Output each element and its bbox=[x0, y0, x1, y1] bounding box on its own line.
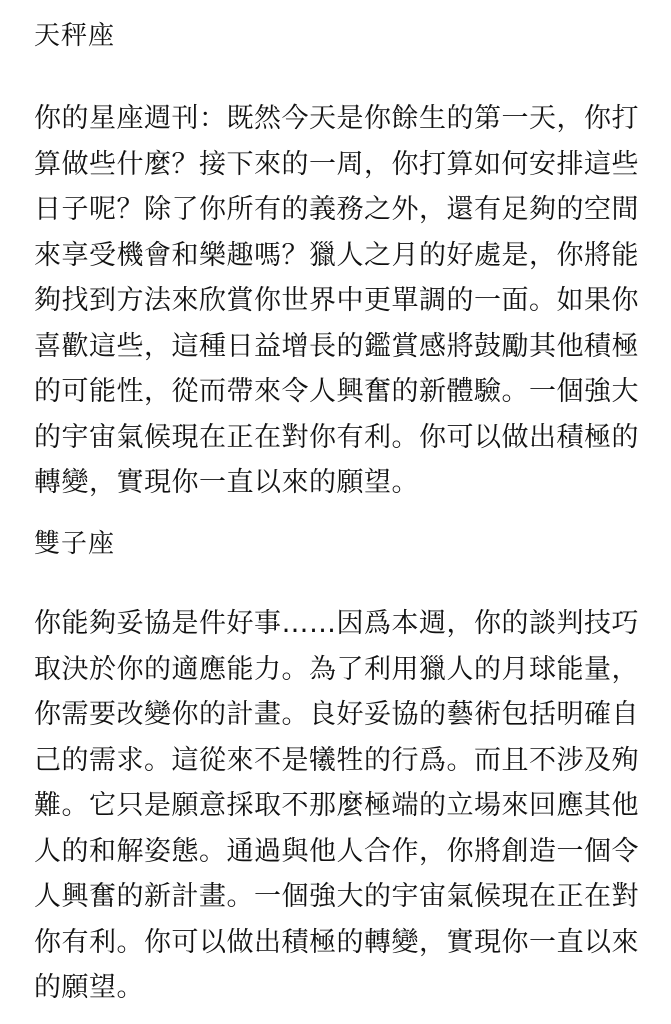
paragraph-line: 你的星座週刊：既然今天是你餘生的第一天，你打 bbox=[34, 103, 639, 134]
paragraph-line: 日子呢？除了你所有的義務之外，還有足夠的空間 bbox=[34, 194, 639, 225]
paragraph-line: 取決於你的適應能力。為了利用獵人的月球能量， bbox=[34, 653, 639, 685]
paragraph-line: 算做些什麼？接下來的一周，你打算如何安排這些 bbox=[34, 148, 639, 180]
paragraph-line: 難。它只是願意採取不那麼極端的立場來回應其他 bbox=[34, 790, 639, 821]
paragraph-line: 夠找到方法來欣賞你世界中更單調的一面。如果你 bbox=[34, 285, 639, 316]
paragraph-line: 來享受機會和樂趣嗎？獵人之月的好處是，你將能 bbox=[34, 239, 639, 271]
paragraph-line: 人興奮的新計畫。一個強大的宇宙氣候現在正在對 bbox=[34, 881, 639, 912]
paragraph-line: 的宇宙氣候現在正在對你有利。你可以做出積極的 bbox=[34, 421, 639, 453]
paragraph-line: 人的和解姿態。通過與他人合作，你將創造一個令 bbox=[34, 835, 639, 867]
paragraph-line: 你有利。你可以做出積極的轉變，實現你一直以來 bbox=[34, 926, 639, 958]
paragraph-line: 你需要改變你的計畫。良好妥協的藝術包括明確自 bbox=[34, 699, 639, 730]
paragraph-line: 的願望。 bbox=[34, 972, 144, 1003]
libra-heading: 天秤座 bbox=[34, 21, 116, 51]
gemini-paragraph bbox=[34, 601, 639, 1011]
gemini-heading: 雙子座 bbox=[34, 529, 116, 559]
paragraph-line: 的可能性，從而帶來令人興奮的新體驗。一個強大 bbox=[34, 376, 639, 407]
paragraph-line: 己的需求。這從來不是犧牲的行爲。而且不涉及殉 bbox=[34, 744, 639, 776]
paragraph-line: 喜歡這些，這種日益增長的鑑賞感將鼓勵其他積極 bbox=[34, 330, 639, 362]
paragraph-line: 轉變，實現你一直以來的願望。 bbox=[34, 467, 419, 498]
libra-paragraph bbox=[34, 96, 639, 506]
paragraph-line: 你能夠妥協是件好事……因爲本週，你的談判技巧 bbox=[34, 608, 639, 639]
